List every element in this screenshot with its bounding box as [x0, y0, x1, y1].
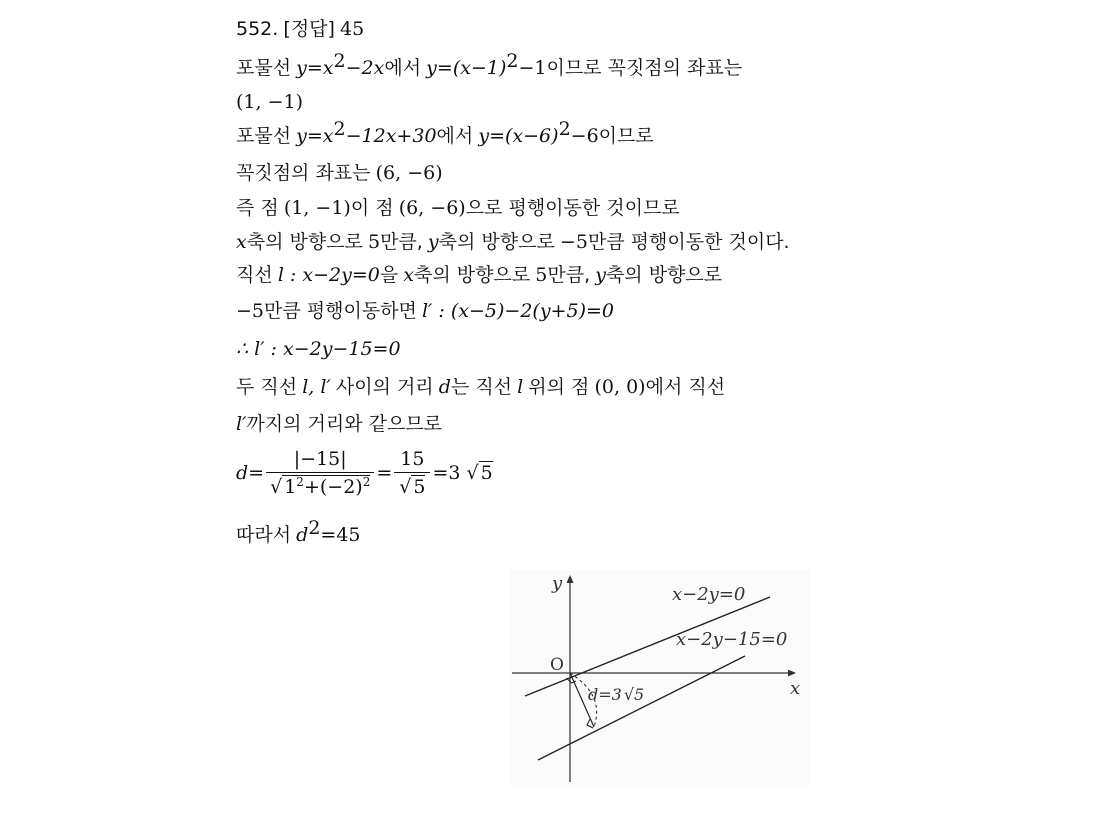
math: y: [427, 231, 439, 253]
math: x: [403, 264, 415, 286]
text: 직선: [236, 264, 273, 286]
root-sign: √: [623, 685, 635, 704]
math: −5: [559, 231, 588, 253]
math: y=(x−1): [426, 57, 507, 79]
math: 5: [535, 264, 548, 286]
solution-line-6: [236, 230, 790, 255]
text: 두 직선: [236, 376, 298, 398]
math: x: [236, 231, 247, 253]
math: l: [517, 376, 524, 398]
fraction-1: [266, 448, 374, 498]
text: 이므로 꼭짓점의 좌표는: [546, 57, 743, 79]
math: −5: [236, 300, 265, 322]
math: 1: [284, 476, 297, 498]
math: −2x: [345, 57, 385, 79]
text: 축의 방향으로: [246, 231, 363, 253]
text: 을: [379, 264, 399, 286]
solution-line-10: [236, 375, 725, 400]
math: d: [296, 524, 309, 546]
math: (6, −6): [375, 162, 443, 184]
text: 만큼 평행이동한 것이다.: [587, 231, 790, 253]
text: 즉 점: [236, 197, 279, 219]
text: 만큼,: [380, 231, 423, 253]
math: d=: [236, 462, 265, 484]
text: 따라서: [236, 524, 292, 546]
solution-line-5: [236, 196, 680, 221]
text: 는 직선: [450, 376, 513, 398]
text: 위의 점: [528, 376, 590, 398]
exponent: 2: [362, 475, 371, 489]
solution-line-1: [236, 50, 743, 81]
solution-line-2: [236, 90, 303, 115]
text: 에서: [436, 125, 474, 147]
denominator: √ $1^2+(-2)^2$: [270, 475, 371, 498]
distance-value: d=3: [588, 685, 622, 704]
math: y: [595, 264, 606, 286]
math: 5: [413, 476, 426, 498]
text: 축의 방향으로: [438, 231, 555, 253]
math: −6: [570, 125, 599, 147]
answer-tag: [정답]: [283, 18, 335, 40]
math: 5: [480, 462, 493, 484]
x-axis-label: x: [790, 678, 801, 699]
text: 포물선: [236, 125, 292, 147]
solution-line-7: [236, 263, 722, 288]
solution-line-9: [236, 337, 401, 362]
figure-background: [510, 570, 810, 785]
text: 사이의 거리: [335, 376, 434, 398]
text: 에서 직선: [645, 376, 726, 398]
text: 까지의 거리와 같으므로: [246, 413, 443, 435]
math: =: [376, 462, 393, 484]
denominator: √ 5: [399, 476, 426, 498]
exponent: 2: [558, 118, 571, 140]
solution-line-13: [236, 517, 361, 548]
math: (6, −6): [398, 197, 466, 219]
math: y=x: [296, 57, 334, 79]
math: y=(x−6): [478, 125, 559, 147]
exponent: 2: [333, 118, 346, 140]
solution-line-4: [236, 161, 443, 186]
math: l : x−2y=0: [277, 264, 380, 286]
solution-line-8: [236, 299, 614, 324]
text: 이므로: [598, 125, 654, 147]
distance-label: [588, 685, 644, 704]
text: 축의 방향으로: [605, 264, 723, 286]
math: d: [438, 376, 451, 398]
math: l′: [236, 413, 247, 435]
numerator: |−15|: [266, 448, 374, 473]
math: (1, −1): [236, 91, 304, 113]
text: 만큼 평행이동하면: [264, 300, 417, 322]
math: ∴ l′ : x−2y−15=0: [236, 338, 401, 360]
text: 축의 방향으로: [414, 264, 531, 286]
math: −12x+30: [345, 125, 437, 147]
math: (0, 0): [594, 376, 646, 398]
distance-equation: [236, 448, 493, 498]
result: =3 √ 5: [432, 462, 493, 484]
line-l-prime-label: x−2y−15=0: [676, 629, 788, 650]
exponent: 2: [296, 475, 304, 489]
text: 이 점: [350, 197, 394, 219]
problem-header: [236, 17, 364, 42]
text: 포물선: [236, 57, 292, 79]
origin-label: O: [550, 655, 564, 675]
fraction-2: [394, 448, 430, 498]
problem-number: 552.: [236, 18, 279, 40]
math: +(−2): [303, 476, 363, 498]
exponent: 2: [333, 50, 346, 72]
text: 만큼,: [547, 264, 591, 286]
solution-line-11: [236, 412, 442, 437]
exponent: 2: [308, 517, 321, 539]
text: 꼭짓점의 좌표는: [236, 162, 371, 184]
math: =45: [320, 524, 361, 546]
math: (1, −1): [283, 197, 351, 219]
distance-radicand: 5: [634, 685, 645, 704]
text: 에서: [384, 57, 422, 79]
math: l, l′: [302, 376, 331, 398]
numerator: 15: [394, 448, 430, 473]
y-axis-label: y: [552, 573, 563, 594]
line-l-label: x−2y=0: [672, 584, 746, 605]
math: y=x: [296, 125, 334, 147]
solution-line-3: [236, 118, 654, 149]
answer-value: 45: [340, 18, 365, 40]
math: −1: [518, 57, 547, 79]
graph-figure: [510, 570, 810, 785]
math: 5: [367, 231, 381, 253]
math: l′ : (x−5)−2(y+5)=0: [421, 300, 614, 322]
math: =3: [432, 462, 461, 484]
exponent: 2: [506, 50, 519, 72]
text: 으로 평행이동한 것이므로: [465, 197, 680, 219]
